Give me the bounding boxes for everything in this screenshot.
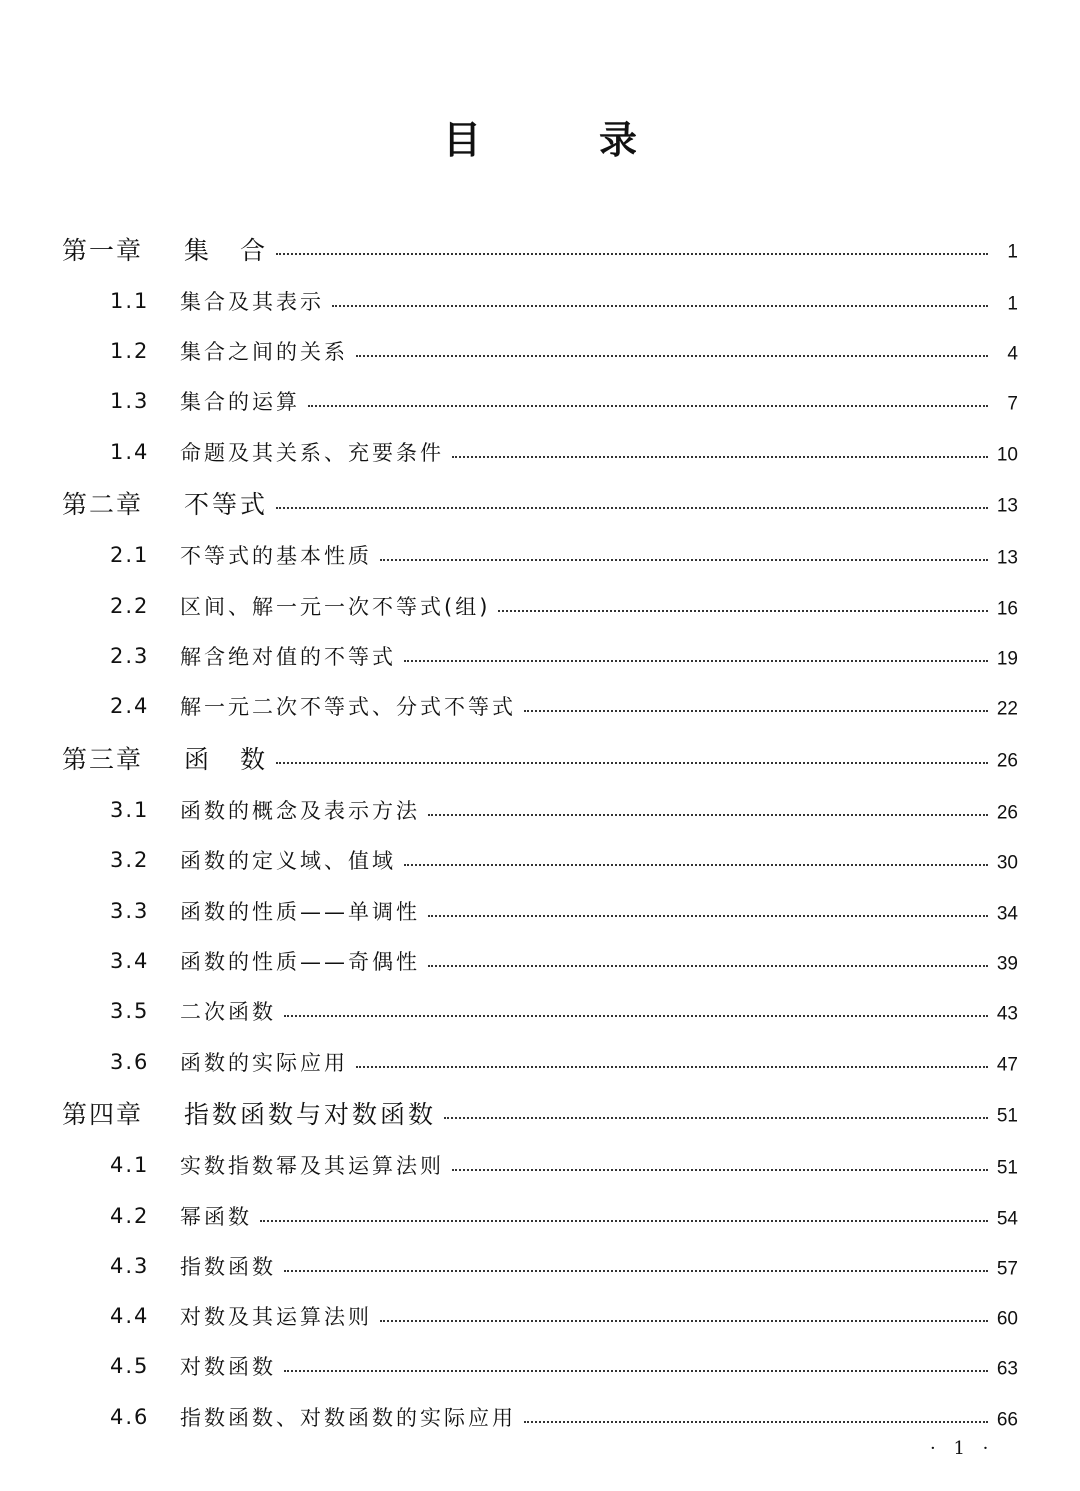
toc-section-entry (0, 1036, 1080, 1086)
toc-section-entry (0, 1341, 1080, 1391)
dot-leader (452, 1169, 988, 1171)
section-title: 解含绝对值的不等式 (180, 644, 396, 669)
dot-leader (308, 405, 988, 407)
section-title: 实数指数幂及其运算法则 (180, 1154, 444, 1179)
page-ref: 60 (996, 1308, 1018, 1330)
toc-chapter-entry (0, 1087, 1080, 1141)
section-title: 函数的实际应用 (180, 1050, 348, 1075)
dot-leader (356, 1066, 988, 1068)
dot-leader (332, 305, 988, 307)
toc-section-entry (0, 426, 1080, 476)
dot-leader (260, 1220, 988, 1222)
section-number: 3.1 (110, 798, 150, 823)
section-number: 4.1 (110, 1153, 150, 1178)
page-ref: 4 (1007, 343, 1018, 365)
section-title: 对数及其运算法则 (180, 1305, 372, 1330)
page-ref: 54 (996, 1207, 1018, 1229)
section-title: 幂函数 (180, 1204, 252, 1229)
section-number: 3.3 (110, 898, 150, 923)
page-ref: 22 (996, 698, 1018, 720)
dot-leader (284, 1270, 988, 1272)
dot-leader (452, 456, 988, 458)
section-number: 3.5 (110, 999, 150, 1024)
dot-leader (428, 965, 988, 967)
section-title: 命题及其关系、充要条件 (180, 440, 444, 465)
dot-leader (356, 355, 988, 357)
section-title: 解一元二次不等式、分式不等式 (180, 695, 516, 720)
toc-section-entry (0, 986, 1080, 1036)
dot-leader (428, 915, 988, 917)
section-number: 1.2 (110, 338, 150, 363)
page-ref: 51 (996, 1105, 1018, 1127)
page-title: 目 录 (442, 117, 677, 162)
section-number: 3.4 (110, 948, 150, 973)
section-number: 4.6 (110, 1404, 150, 1429)
dot-leader (380, 1320, 988, 1322)
page-ref: 13 (996, 547, 1018, 569)
toc-section-entry (0, 631, 1080, 681)
section-number: 2.4 (110, 694, 150, 719)
toc-section-entry (0, 1140, 1080, 1190)
dot-leader (380, 559, 988, 561)
toc-section-entry (0, 1190, 1080, 1240)
page-ref: 1 (1007, 292, 1018, 314)
page-ref: 16 (996, 597, 1018, 619)
chapter-title: 不等式 (184, 490, 269, 520)
page-number: · 1 · (930, 1438, 995, 1459)
toc-section-entry (0, 1291, 1080, 1341)
toc-section-entry (0, 1392, 1080, 1442)
chapter-number: 第四章 (62, 1100, 144, 1130)
section-number: 2.1 (110, 543, 150, 568)
toc-section-entry (0, 276, 1080, 326)
toc-section-entry (0, 580, 1080, 630)
toc-chapter-entry (0, 222, 1080, 276)
section-number: 3.6 (110, 1049, 150, 1074)
dot-leader (276, 507, 988, 509)
toc-section-entry (0, 1241, 1080, 1291)
section-title: 函数的性质——单调性 (180, 899, 420, 924)
section-number: 3.2 (110, 848, 150, 873)
chapter-number: 第三章 (62, 745, 144, 775)
section-number: 4.2 (110, 1203, 150, 1228)
toc-section-entry (0, 376, 1080, 426)
section-title: 函数的定义域、值域 (180, 849, 396, 874)
section-number: 2.2 (110, 593, 150, 618)
dot-leader (404, 660, 988, 662)
section-title: 对数函数 (180, 1355, 276, 1380)
section-number: 4.4 (110, 1304, 150, 1329)
section-number: 1.3 (110, 389, 150, 414)
section-title: 指数函数、对数函数的实际应用 (180, 1405, 516, 1430)
section-title: 区间、解一元一次不等式(组) (180, 594, 491, 619)
dot-leader (428, 814, 988, 816)
toc-section-entry (0, 785, 1080, 835)
section-number: 4.3 (110, 1253, 150, 1278)
section-number: 2.3 (110, 643, 150, 668)
page-ref: 63 (996, 1358, 1018, 1380)
section-title: 函数的性质——奇偶性 (180, 949, 420, 974)
dot-leader (284, 1370, 988, 1372)
toc-section-entry (0, 835, 1080, 885)
chapter-title: 函 数 (184, 745, 269, 775)
toc-chapter-entry (0, 477, 1080, 531)
chapter-number: 第二章 (62, 490, 144, 520)
page-ref: 30 (996, 852, 1018, 874)
page-ref: 26 (996, 750, 1018, 772)
page-ref: 66 (996, 1409, 1018, 1431)
table-of-contents (0, 222, 1080, 1442)
section-title: 不等式的基本性质 (180, 544, 372, 569)
page-ref: 43 (996, 1003, 1018, 1025)
dot-leader (524, 1421, 988, 1423)
dot-leader (444, 1117, 988, 1119)
toc-section-entry (0, 530, 1080, 580)
page-ref: 13 (996, 495, 1018, 517)
toc-section-entry (0, 681, 1080, 731)
section-title: 集合的运算 (180, 390, 300, 415)
dot-leader (404, 864, 988, 866)
page-ref: 19 (996, 648, 1018, 670)
page-ref: 26 (996, 802, 1018, 824)
page-ref: 57 (996, 1258, 1018, 1280)
chapter-number: 第一章 (62, 235, 144, 265)
toc-section-entry (0, 326, 1080, 376)
section-number: 1.1 (110, 288, 150, 313)
toc-section-entry (0, 885, 1080, 935)
page-ref: 39 (996, 953, 1018, 975)
section-title: 集合之间的关系 (180, 339, 348, 364)
chapter-title: 指数函数与对数函数 (184, 1100, 437, 1130)
dot-leader (498, 610, 988, 612)
page-ref: 10 (996, 443, 1018, 465)
page-ref: 7 (1007, 393, 1018, 415)
dot-leader (524, 710, 988, 712)
section-title: 函数的概念及表示方法 (180, 799, 420, 824)
page-ref: 1 (1007, 241, 1018, 263)
toc-section-entry (0, 936, 1080, 986)
page-ref: 34 (996, 902, 1018, 924)
dot-leader (284, 1015, 988, 1017)
dot-leader (276, 762, 988, 764)
chapter-title: 集 合 (184, 235, 269, 265)
section-title: 指数函数 (180, 1254, 276, 1279)
page-ref: 47 (996, 1053, 1018, 1075)
page-ref: 51 (996, 1157, 1018, 1179)
section-number: 1.4 (110, 439, 150, 464)
section-title: 二次函数 (180, 1000, 276, 1025)
section-title: 集合及其表示 (180, 289, 324, 314)
dot-leader (276, 253, 988, 255)
section-number: 4.5 (110, 1354, 150, 1379)
toc-chapter-entry (0, 731, 1080, 785)
